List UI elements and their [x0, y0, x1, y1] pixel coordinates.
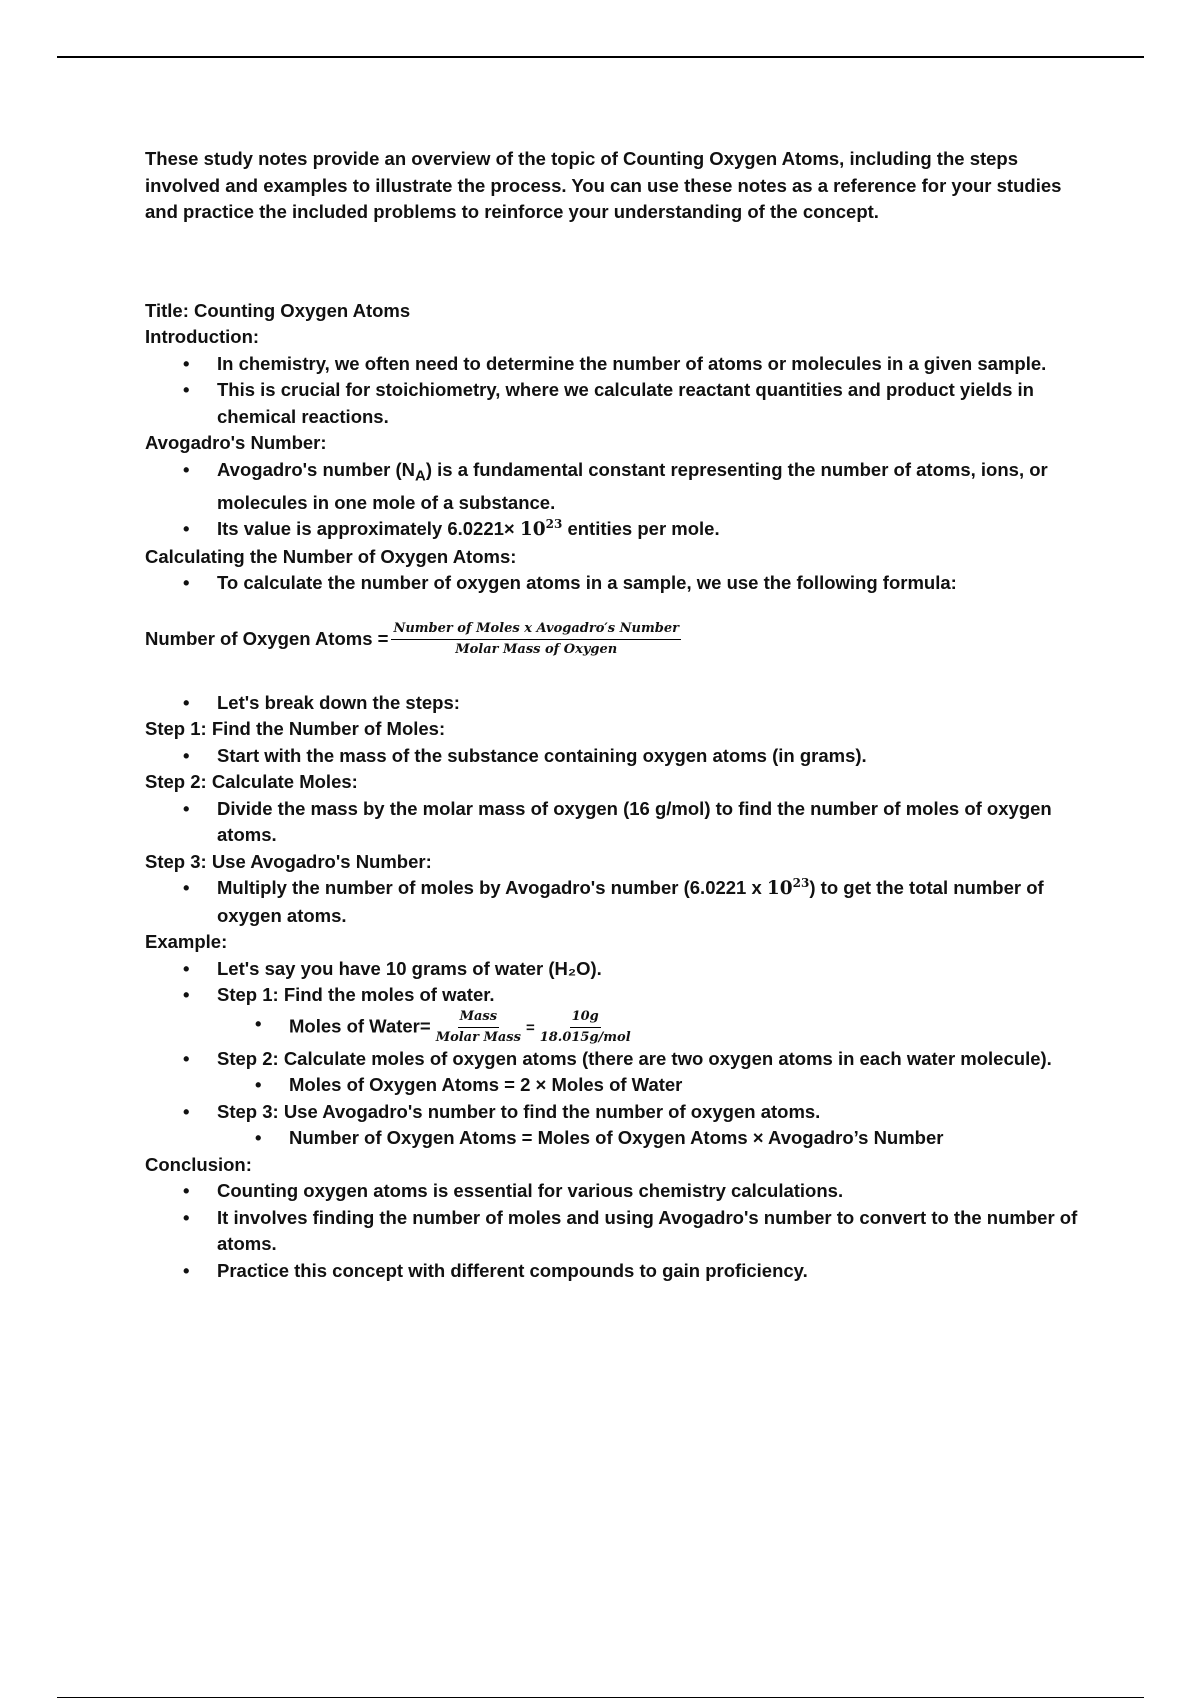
list-item: • Let's say you have 10 grams of water (H₂O). — [145, 956, 1105, 983]
list-item: • In chemistry, we often need to determine the number of atoms or molecules in a given sample. — [145, 351, 1105, 378]
list-item: • Step 1: Find the moles of water. — [145, 982, 1105, 1009]
example-sublist-1 — [145, 1009, 1105, 1046]
study-notes — [145, 146, 1105, 1284]
calculating-heading: Calculating the Number of Oxygen Atoms: — [145, 545, 517, 567]
oxygen-atoms-formula — [145, 621, 1105, 658]
step1-heading: Step 1: Find the Number of Moles: — [145, 718, 446, 740]
list-item: • It involves finding the number of moles and using Avogadro's number to convert to the number of atoms. — [145, 1205, 1105, 1258]
conclusion-heading: Conclusion: — [145, 1153, 252, 1175]
list-item: • Moles of Oxygen Atoms = 2 × Moles of Water — [145, 1072, 1105, 1099]
list-item: • Let's break down the steps: — [145, 690, 1105, 717]
step2-list — [145, 796, 1105, 849]
list-item: • Avogadro's number $(N_A)$ is a fundamental constant representing the number of atoms, ions, or molecules in one mole of a substance. — [145, 457, 1105, 517]
list-item: • To calculate the number of oxygen atoms in a sample, we use the following formula: — [145, 570, 1105, 597]
list-item: • Start with the mass of the substance containing oxygen atoms (in grams). — [145, 743, 1105, 770]
list-item: • Divide the mass by the molar mass of oxygen (16 g/mol) to find the number of moles of oxygen atoms. — [145, 796, 1105, 849]
introduction-heading: Introduction: — [145, 326, 260, 347]
example-heading: Example: — [145, 931, 228, 953]
avogadro-heading: Avogadro's Number: — [145, 432, 327, 453]
steps-intro-list — [145, 690, 1105, 717]
conclusion-list — [145, 1178, 1105, 1284]
step2-heading: Step 2: Calculate Moles: — [145, 771, 358, 793]
formula-lhs: Number of Oxygen Atoms = — [145, 627, 389, 649]
formula-fraction — [391, 621, 681, 658]
introduction-list — [145, 351, 1105, 431]
avogadro-list — [145, 457, 1105, 544]
list-item: • Moles of Water= $\frac{\text{Mass}}{\text{Molar Mass}}$ = $\frac{10g}{\text{18.015g/mol}}$ — [145, 1009, 1105, 1046]
list-item: • Its value is approximately $6.0221\times 10^{23}$ entities per mole. — [145, 516, 1105, 544]
notes-title: Title: Counting Oxygen Atoms — [145, 299, 411, 321]
list-item: • Step 3: Use Avogadro's number to find the number of oxygen atoms. — [145, 1099, 1105, 1126]
mass-over-molar-mass: $\frac{\text{Mass}}{\text{Molar Mass}}$ — [435, 1008, 521, 1045]
list-item: • Counting oxygen atoms is essential for various chemistry calculations. — [145, 1178, 1105, 1205]
header-rule — [57, 56, 1144, 58]
list-item: • Multiply the number of moles by Avogadro's number (6.0221 x $10^{23}$) to get the total number of oxygen atoms. — [145, 875, 1105, 929]
example-sublist-3 — [145, 1125, 1105, 1152]
step3-heading: Step 3: Use Avogadro's Number: — [145, 850, 432, 872]
calculating-list — [145, 570, 1105, 597]
example-sublist-2 — [145, 1072, 1105, 1099]
list-item: • Step 2: Calculate moles of oxygen atoms (there are two oxygen atoms in each water molecule). — [145, 1046, 1105, 1073]
formula-numerator: Number of Moles x Avogadro′s Number — [391, 621, 681, 640]
footer-rule — [57, 1697, 1144, 1698]
step3-list — [145, 875, 1105, 929]
list-item: • This is crucial for stoichiometry, where we calculate reactant quantities and product yields in chemical reactions. — [145, 377, 1105, 430]
example-list-3 — [145, 1099, 1105, 1126]
step1-list — [145, 743, 1105, 770]
formula-denominator: Molar Mass of Oxygen — [455, 641, 618, 657]
grams-over-molar-mass: $\frac{10g}{\text{18.015g/mol}}$ — [539, 1008, 631, 1045]
example-list-2 — [145, 1046, 1105, 1073]
intro-paragraph: These study notes provide an overview of the topic of Counting Oxygen Atoms, including the steps involved and examples to illustrate the process. You can use these notes as a reference for your studies and practice the included problems to reinforce your understanding of the concept. — [145, 148, 1062, 222]
list-item: • Number of Oxygen Atoms = Moles of Oxygen Atoms × Avogadro’s Number — [145, 1125, 1105, 1152]
list-item: • Practice this concept with different compounds to gain proficiency. — [145, 1258, 1105, 1285]
example-list — [145, 956, 1105, 1009]
